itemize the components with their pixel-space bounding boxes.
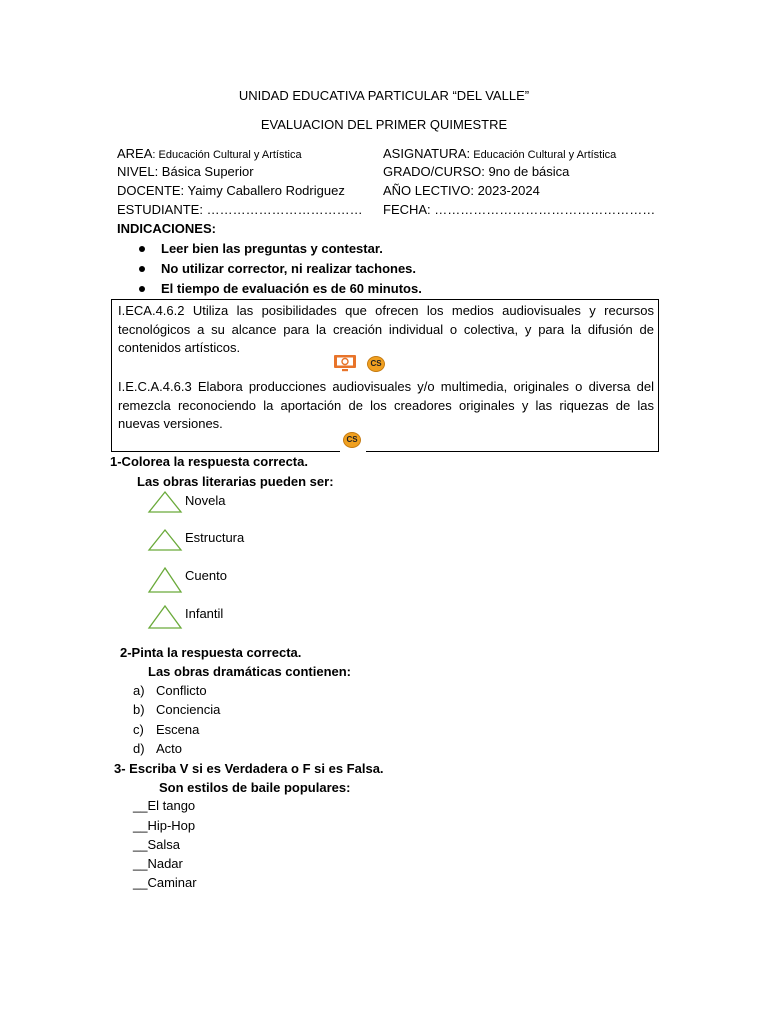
q1-subtitle: Las obras literarias pueden ser:	[137, 474, 334, 489]
bullet-icon	[139, 286, 145, 292]
asignatura-value: Educación Cultural y Artística	[470, 149, 617, 161]
asignatura-field	[383, 146, 616, 161]
cs-badge-icon: CS	[343, 432, 361, 448]
triangle-option-icon[interactable]	[147, 566, 183, 594]
q3-subtitle: Son estilos de baile populares:	[159, 780, 351, 795]
q2-option[interactable]: Conciencia	[156, 702, 221, 717]
q1-option: Infantil	[185, 606, 224, 621]
docente-field: DOCENTE: Yaimy Caballero Rodriguez	[117, 183, 345, 198]
q3-item[interactable]: __Caminar	[133, 875, 197, 890]
q2-letter: d)	[133, 741, 145, 756]
q2-letter: b)	[133, 702, 145, 717]
border-gap	[340, 450, 366, 454]
criterion-1: I.ECA.4.6.2 Utiliza las posibilidades que ofrecen los medios audiovisuales y recursos tecnológicos a su alcance para la creación individual o colectiva, y para la difusión de contenidos artísticos.	[118, 303, 654, 355]
q2-subtitle: Las obras dramáticas contienen:	[148, 664, 352, 679]
fecha-field: FECHA: ……………………………………………	[383, 202, 656, 217]
q2-letter: a)	[133, 683, 145, 698]
q2-title: 2-Pinta la respuesta correcta.	[120, 645, 302, 660]
q3-title: 3- Escriba V si es Verdadera o F si es Falsa.	[114, 761, 384, 776]
q1-option: Novela	[185, 493, 226, 508]
grado-field: GRADO/CURSO: 9no de básica	[383, 164, 570, 179]
criteria-box	[111, 299, 659, 452]
estudiante-field: ESTUDIANTE: ………………………………	[117, 202, 363, 217]
anio-field: AÑO LECTIVO: 2023-2024	[383, 183, 540, 198]
triangle-option-icon[interactable]	[147, 490, 183, 514]
q2-option[interactable]: Acto	[156, 741, 183, 756]
indicacion-item: Leer bien las preguntas y contestar.	[139, 241, 383, 256]
q2-option[interactable]: Conflicto	[156, 683, 207, 698]
triangle-option-icon[interactable]	[147, 604, 183, 630]
q3-item[interactable]: __El tango	[133, 798, 196, 813]
q1-option: Cuento	[185, 568, 227, 583]
area-field	[117, 146, 302, 161]
area-label: AREA	[117, 146, 153, 161]
cs-badge-icon: CS	[367, 356, 385, 372]
q3-item[interactable]: __Salsa	[133, 837, 180, 852]
indicacion-item: No utilizar corrector, ni realizar tachones.	[139, 261, 416, 276]
q1-title: 1-Colorea la respuesta correcta.	[110, 454, 308, 469]
q2-letter: c)	[133, 722, 144, 737]
q3-item[interactable]: __Nadar	[133, 856, 183, 871]
criterion-2: I.E.C.A.4.6.3 Elabora producciones audiovisuales y/o multimedia, originales o diversa del remezcla reconociendo la aportación de los creadores originales y las riquezas de las nuevas versiones.	[118, 379, 654, 431]
triangle-option-icon[interactable]	[147, 528, 183, 552]
q3-item[interactable]: __Hip-Hop	[133, 818, 196, 833]
area-value: : Educación Cultural y Artística	[152, 149, 302, 161]
bullet-icon	[139, 246, 145, 252]
school-name: UNIDAD EDUCATIVA PARTICULAR “DEL VALLE”	[238, 88, 530, 103]
bullet-icon	[139, 266, 145, 272]
monitor-icon	[333, 354, 357, 372]
exam-title: EVALUACION DEL PRIMER QUIMESTRE	[260, 117, 508, 132]
q2-option[interactable]: Escena	[156, 722, 200, 737]
nivel-field: NIVEL: Básica Superior	[117, 164, 254, 179]
indicaciones-title: INDICACIONES:	[117, 221, 216, 236]
asignatura-label: ASIGNATURA:	[383, 146, 471, 161]
indicacion-item: El tiempo de evaluación es de 60 minutos.	[139, 281, 422, 296]
q1-option: Estructura	[185, 530, 245, 545]
